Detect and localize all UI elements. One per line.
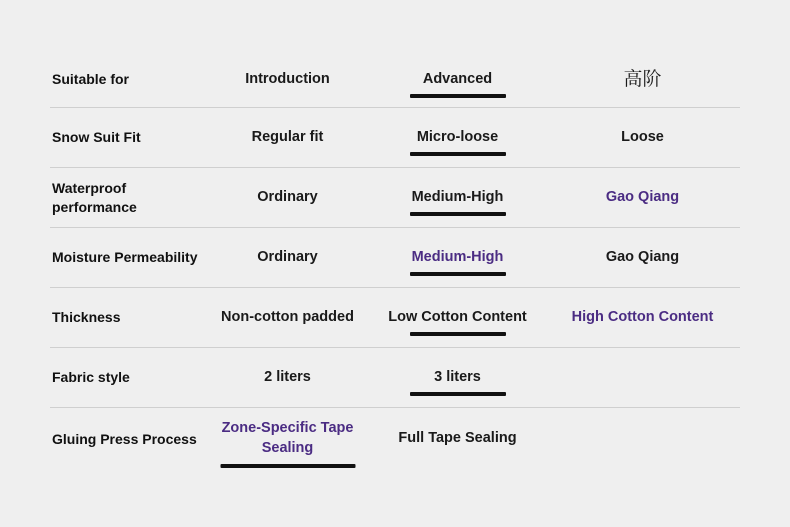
option-cell[interactable] xyxy=(205,182,370,214)
option-text: Medium-High xyxy=(411,188,504,205)
option-text: Zone-Specific Tape Sealing xyxy=(221,420,354,456)
row-label: Thickness xyxy=(52,309,121,326)
option-text: Gao Qiang xyxy=(605,248,680,265)
row-label: Moisture Permeability xyxy=(52,249,198,266)
option-cell[interactable] xyxy=(545,433,740,445)
option-cell[interactable] xyxy=(370,182,545,214)
option-text: Full Tape Sealing xyxy=(398,430,517,447)
selection-marker xyxy=(410,212,506,216)
option-cell[interactable] xyxy=(205,413,370,464)
option-cell[interactable] xyxy=(545,302,740,334)
selection-marker xyxy=(410,272,506,276)
option-text: Ordinary xyxy=(257,188,318,205)
row-label: Gluing Press Process xyxy=(52,430,197,447)
option-cell[interactable] xyxy=(370,242,545,274)
option-cell[interactable] xyxy=(205,302,370,334)
option-text: Micro-loose xyxy=(416,128,499,145)
selection-marker xyxy=(410,332,506,336)
option-cell[interactable] xyxy=(370,64,545,96)
table-row xyxy=(50,348,740,408)
option-cell[interactable] xyxy=(370,122,545,154)
table-row xyxy=(50,288,740,348)
option-cell[interactable] xyxy=(545,372,740,384)
option-cell[interactable] xyxy=(205,362,370,394)
option-text: Introduction xyxy=(245,70,330,87)
option-text: Non-cotton padded xyxy=(221,308,354,325)
option-text: 2 liters xyxy=(264,368,311,385)
row-label: Waterproof performance xyxy=(52,179,137,215)
row-label: Suitable for xyxy=(52,71,130,88)
option-text: Low Cotton Content xyxy=(388,308,527,325)
table-row xyxy=(50,52,740,108)
option-text: Advanced xyxy=(422,70,493,87)
selection-marker xyxy=(410,152,506,156)
option-text: 3 liters xyxy=(434,368,481,385)
option-text: High Cotton Content xyxy=(571,308,714,325)
option-text: Regular fit xyxy=(251,128,324,145)
option-cell[interactable] xyxy=(545,122,740,154)
table-row xyxy=(50,168,740,228)
table-row xyxy=(50,408,740,470)
option-cell[interactable] xyxy=(370,423,545,455)
selection-marker xyxy=(220,464,355,468)
option-text: 高阶 xyxy=(623,67,662,90)
option-cell[interactable] xyxy=(545,182,740,214)
option-cell[interactable] xyxy=(545,61,740,99)
option-cell[interactable] xyxy=(205,242,370,274)
table-row xyxy=(50,108,740,168)
selection-marker xyxy=(410,392,506,396)
spec-comparison-table xyxy=(50,52,740,470)
selection-marker xyxy=(410,94,506,98)
row-label: Fabric style xyxy=(52,369,130,386)
option-text: Loose xyxy=(621,128,664,145)
option-cell[interactable] xyxy=(370,362,545,394)
option-cell[interactable] xyxy=(370,302,545,334)
option-cell[interactable] xyxy=(545,242,740,274)
option-text: Gao Qiang xyxy=(605,188,680,205)
option-text: Ordinary xyxy=(257,248,318,265)
table-row xyxy=(50,228,740,288)
row-label: Snow Suit Fit xyxy=(52,129,141,146)
option-cell[interactable] xyxy=(205,122,370,154)
option-text: Medium-High xyxy=(411,248,504,265)
option-cell[interactable] xyxy=(205,64,370,96)
